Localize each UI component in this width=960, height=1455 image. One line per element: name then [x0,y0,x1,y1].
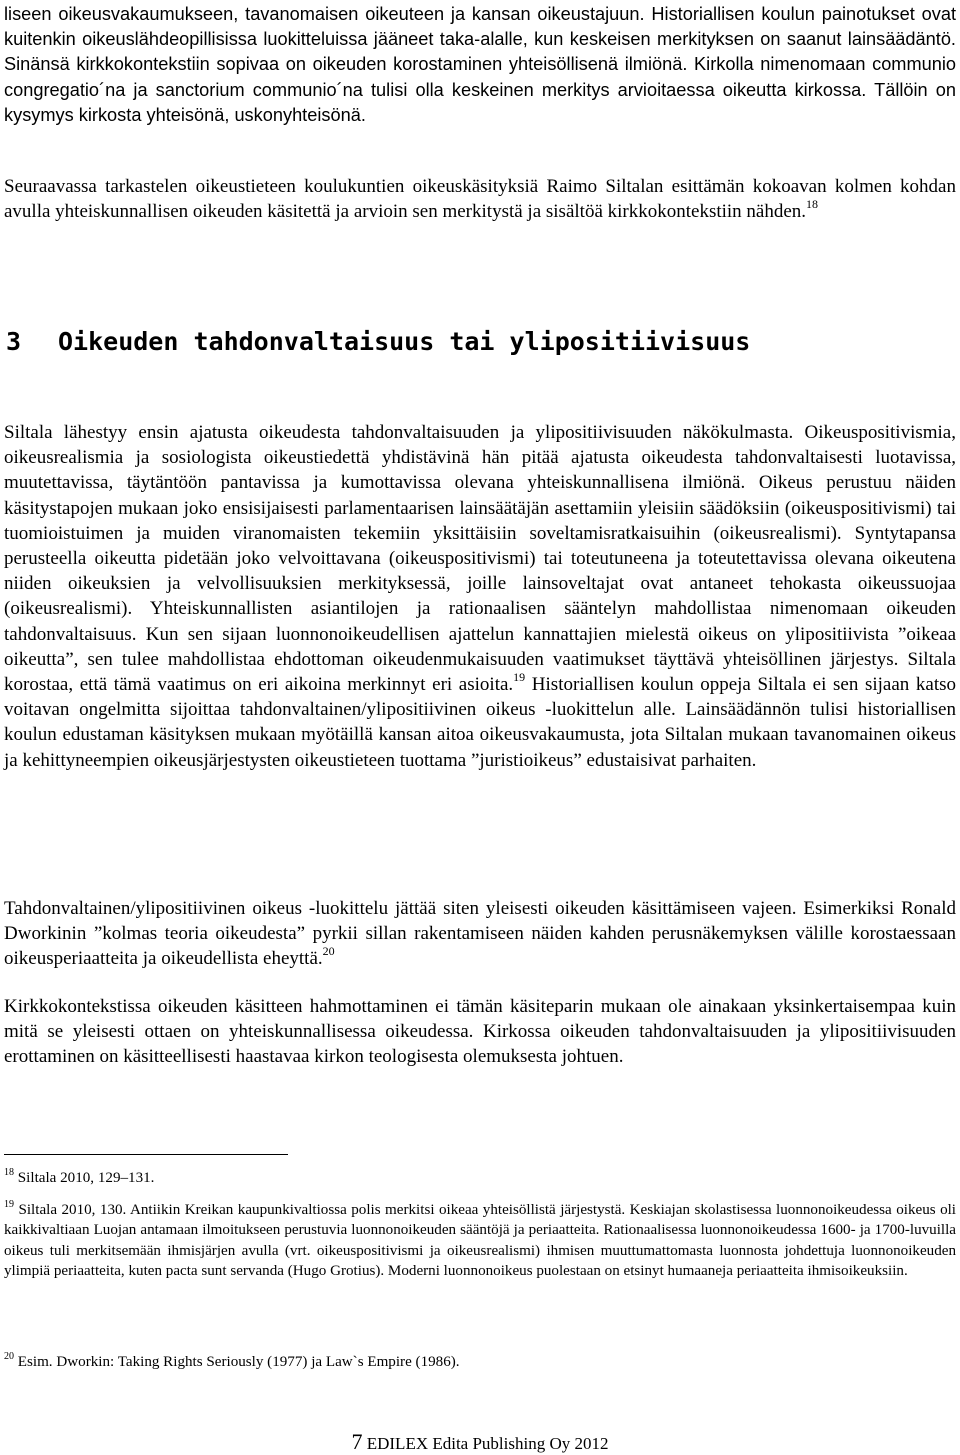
paragraph-seuraavassa [4,174,956,224]
paragraph-kirkkokontekstissa: Kirkkokontekstissa oikeuden käsitteen hahmottaminen ei tämän käsiteparin mukaan ole ainakaan yksinkertaisempaa kuin mitä se yleisesti ottaen on yhteiskunnallisessa oikeudessa. Kirkossa oikeuden tahdonvaltaisuuden ja ylipositiivisuuden erottaminen on käsitteellisesti haastavaa kirkon teologisesta olemuksesta johtuen. [4,996,956,1068]
section-title: Oikeuden tahdonvaltaisuus tai ylipositiivisuus [58,327,751,356]
footnote-number: 19 [4,1199,14,1210]
footnote-19 [4,1200,956,1281]
footnote-text: Siltala 2010, 130. Antiikin Kreikan kaupunkivaltiossa polis merkitsi oikeaa yhteisöllistä järjestystä. Keskiajan skolastisessa luonnonoikeudessa oikeus oli kaikkivaltiaan Luojan antamaan ilmoitukseen perustuvia luonnonoikeuden sääntöjä ja periaatteita. Rationaalisessa luonnonoikeudessa 1600- ja 1700-luvuilla oikeus tuli merkitsemään ihmisjärjen avulla (vrt. oikeuspositivismi ja oikeusrealismi) ihmisen muuttumattomasta luonnosta johdettuja luonnonoikeuden ylimpiä periaatteita, kuten pacta sunt servanda (Hugo Grotius). Moderni luonnonoikeus puolestaan on etsinyt humaaneja periaatteita ihmisoikeuksiin. [4,1202,957,1279]
footnote-20 [4,1352,956,1372]
page-footer [0,1429,960,1454]
paragraph-text: Seuraavassa tarkastelen oikeustieteen koulukuntien oikeuskäsityksiä Raimo Siltalan esittämän kokoavan kolmen kohdan avulla yhteiskunnallisen oikeuden käsitettä ja arvioin sen merkitystä ja sisältöä kirkkokontekstiin nähden. [4,176,956,223]
paragraph-intro-continuation: liseen oikeusvakaumukseen, tavanomaisen oikeuteen ja kansan oikeustajuun. Historiallisen koulun painotukset ovat kuitenkin oikeuslähdeopillisissa luokitteluissa jääneet taka-alalle, kun keskeisen merkityksen on saanut lainsäädäntö. Sinänsä kirkkokontekstiin sopivaa on oikeuden korostaminen yhteisöllisenä ilmiönä. Kirkolla nimenomaan communio congregatio´na ja sanctorium communio´na tulisi olla keskeinen merkitys arvioitaessa oikeutta kirkossa. Tällöin on kysymys kirkosta yhteisönä, uskonyhteisönä. [4,4,956,125]
footnote-reference-19: 19 [513,670,526,685]
footnote-separator [4,1154,288,1155]
footnote-reference-18: 18 [806,197,819,212]
paragraph-siltala [4,420,956,773]
publisher-credit: EDILEX Edita Publishing Oy 2012 [366,1434,609,1453]
paragraph-text: Historiallisen koulun oppeja Siltala ei sen sijaan katso voitavan ongelmitta sijoittaa tahdonvaltainen/ylipositiivinen oikeus -luokittelun alle. Lainsäädännön tulisi historiallisen koulun edustaman käsityksen mukaan myötäillä kansan aitoa oikeusvakaumusta, jota Siltalan mukaan tavanomainen oikeus ja kehittyneempien oikeusjärjestysten oikeustieteen tuottama ”juristioikeus” edustaisivat parhaiten. [4,674,957,771]
page-number: 7 [351,1429,363,1454]
section-number: 3 [6,327,22,356]
footnote-text: Esim. Dworkin: Taking Rights Seriously (1977) ja Law`s Empire (1986). [17,1354,460,1370]
section-heading [6,324,750,360]
footnote-number: 18 [4,1167,14,1178]
paragraph-text: Tahdonvaltainen/ylipositiivinen oikeus -luokittelu jättää siten yleisesti oikeuden käsittämiseen vajeen. Esimerkiksi Ronald Dworkinin ”kolmas teoria oikeudesta” pyrkii sillan rakentamiseen näiden kahden perusnäkemyksen välille korostaessaan oikeusperiaatteita ja oikeudellista eheyttä. [4,898,956,970]
footnote-reference-20: 20 [322,944,335,959]
paragraph-tahdonvaltainen [4,896,956,972]
footnote-number: 20 [4,1351,14,1362]
footnote-18 [4,1168,956,1188]
footnote-text: Siltala 2010, 129‒131. [17,1170,155,1186]
paragraph-text: Siltala lähestyy ensin ajatusta oikeudesta tahdonvaltaisuuden ja ylipositiivisuuden näkökulmasta. Oikeuspositivismia, oikeusrealismia ja sosiologista oikeustiedettä yhdistävinä hän pitää ajatusta oikeudesta tahdonvaltaisesti luotavissa, muutettavissa, täytäntöön pantavissa ja kumottavissa olevana yhteiskunnallisena ilmiönä. Oikeus perustuu näiden käsitystapojen mukaan joko ensisijaisesti parlamentaarisen lainsäätäjän asettamiin yleisiin säädöksiin (oikeuspositivismi) tai tuomioistuimen ja muiden viranomaisten tekemiin yksittäisiin soveltamisratkaisuihin (oikeusrealismi). Syntytapansa perusteella oikeutta pidetään joko velvoittavana (oikeuspositivismi) tai toteutuneena ja toteutettavissa olevana oikeutena niiden oikeuksien ja velvollisuuksien merkityksessä, joille lainsoveltajat ovat antaneet tehokasta oikeussuojaa (oikeusrealismi). Yhteiskunnallisten asiantilojen ja rationaalisen sääntelyn mahdollistaa nimenomaan oikeuden tahdonvaltaisuus. Kun sen sijaan luonnonoikeudellisen ajattelun kannattajien mielestä oikeus on ylipositiivista ”oikeaa oikeutta”, sen tulee mahdollistaa ehdottoman oikeudenmukaisuuden vaatimukset täyttävä yhteisöllinen järjestys. Siltala korostaa, että tämä vaatimus on eri aikoina merkinnyt eri asioita. [4,422,956,696]
